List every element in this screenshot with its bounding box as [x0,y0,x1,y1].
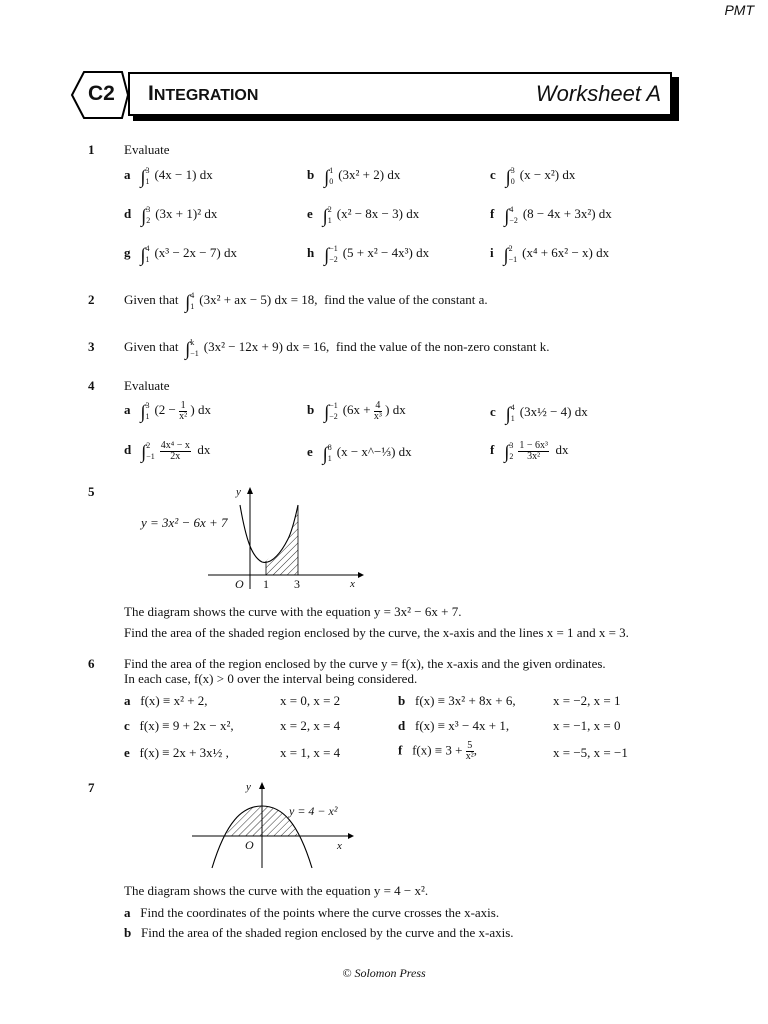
q7-origin-label: O [245,838,254,852]
q5-curve-label: y = 3x² − 6x + 7 [141,515,228,530]
question-number: 1 [88,142,95,157]
q1-part-c: c ∫3 0 (x − x²) dx [490,166,576,188]
q6-part-b: b f(x) ≡ 3x² + 8x + 6, [398,693,516,708]
q5-axis-x-label: x [350,578,355,590]
q4-part-f: f ∫3 2 $\frac{\text{1 − 6x³}}{\text{3x²}}$ dx [490,439,569,463]
q7-text-1: The diagram shows the curve with the equation y = 4 − x². [124,883,429,898]
q6-part-e-limits: x = 1, x = 4 [280,745,341,760]
q5-text-1: The diagram shows the curve with the equation y = 3x² − 6x + 7. [124,604,462,619]
q5-axis-y-label: y [236,486,241,498]
q1-part-h: h ∫−1 −2 (5 + x² − 4x³) dx [307,244,430,266]
chapter-code: C2 [88,82,115,105]
q4-part-c: c ∫4 1 (3x½ − 4) dx [490,403,588,425]
question-number: 4 [88,378,95,393]
q1-part-d: d ∫3 2 (3x + 1)² dx [124,205,218,227]
q4-part-d: d ∫2 −1 $\frac{\text{4x⁴ − x}}{2x}$ dx [124,439,211,463]
q1-part-e: e ∫2 1 (x² − 8x − 3) dx [307,205,420,227]
q4-part-e: e ∫8 1 (x − x^−⅓) dx [307,443,412,465]
q5-tick-1: 1 [263,577,269,591]
q6-part-a-limits: x = 0, x = 2 [280,693,341,708]
q7-diagram [190,778,360,870]
q6-part-c-limits: x = 2, x = 4 [280,718,341,733]
q6-part-d-limits: x = −1, x = 0 [553,718,621,733]
q2-text: Given that ∫4 1 (3x² + ax − 5) dx = 18, find the value of the constant a. [124,291,488,313]
q6-part-e: e f(x) ≡ 2x + 3x½ , [124,745,229,760]
q6-part-f-limits: x = −5, x = −1 [553,745,628,760]
q6-text-2: In each case, f(x) > 0 over the interval being considered. [124,671,418,686]
q1-part-f: f ∫4 −2 (8 − 4x + 3x²) dx [490,205,612,227]
q3-text: Given that ∫k −1 (3x² − 12x + 9) dx = 16, find the value of the non-zero constant k. [124,338,550,360]
q6-part-c: c f(x) ≡ 9 + 2x − x², [124,718,234,733]
q4-part-a: a ∫3 1 (2 − $\frac{1}{\text{x²}}$ ) dx [124,399,211,423]
corner-tag: PMT [724,2,754,18]
q7-axis-x-label: x [337,840,342,852]
q7-part-b: b Find the area of the shaded region enclosed by the curve and the x-axis. [124,925,514,940]
q6-text-1: Find the area of the region enclosed by the curve y = f(x), the x-axis and the given ordinates. [124,656,606,671]
q7-part-a: a Find the coordinates of the points where the curve crosses the x-axis. [124,905,500,920]
q6-part-d: d f(x) ≡ x³ − 4x + 1, [398,718,510,733]
q7-axis-y-label: y [246,781,251,793]
q1-part-i: i ∫2 −1 (x⁴ + 6x² − x) dx [490,244,610,266]
q6-part-f: f f(x) ≡ 3 + $\frac{5}{\text{x²}}$ , [398,740,477,762]
q6-part-b-limits: x = −2, x = 1 [553,693,621,708]
question-stem: Evaluate [124,378,170,393]
q5-shaded-region [266,505,298,575]
q6-part-a: a f(x) ≡ x² + 2, [124,693,208,708]
footer-credit: © Solomon Press [342,966,426,980]
question-number: 6 [88,656,95,671]
q7-curve-label: y = 4 − x² [289,804,338,818]
question-stem: Evaluate [124,142,170,157]
q1-part-g: g ∫4 1 (x³ − 2x − 7) dx [124,244,237,266]
question-number: 2 [88,292,95,307]
q5-origin-label: O [235,577,244,591]
q1-part-b: b ∫1 0 (3x² + 2) dx [307,166,401,188]
q1-part-a: a ∫3 1 (4x − 1) dx [124,166,213,188]
q5-diagram [200,485,370,595]
chapter-title: INTEGRATION [148,82,259,105]
q4-part-b: b ∫−1 −2 (6x + $\frac{4}{\text{x³}}$ ) dx [307,399,406,423]
question-number: 7 [88,780,95,795]
worksheet-label: Worksheet A [535,81,661,106]
question-number: 5 [88,484,95,499]
question-number: 3 [88,339,95,354]
q5-tick-3: 3 [294,577,300,591]
q5-text-2: Find the area of the shaded region enclosed by the curve, the x-axis and the lines x = 1 and x = 3. [124,625,629,640]
